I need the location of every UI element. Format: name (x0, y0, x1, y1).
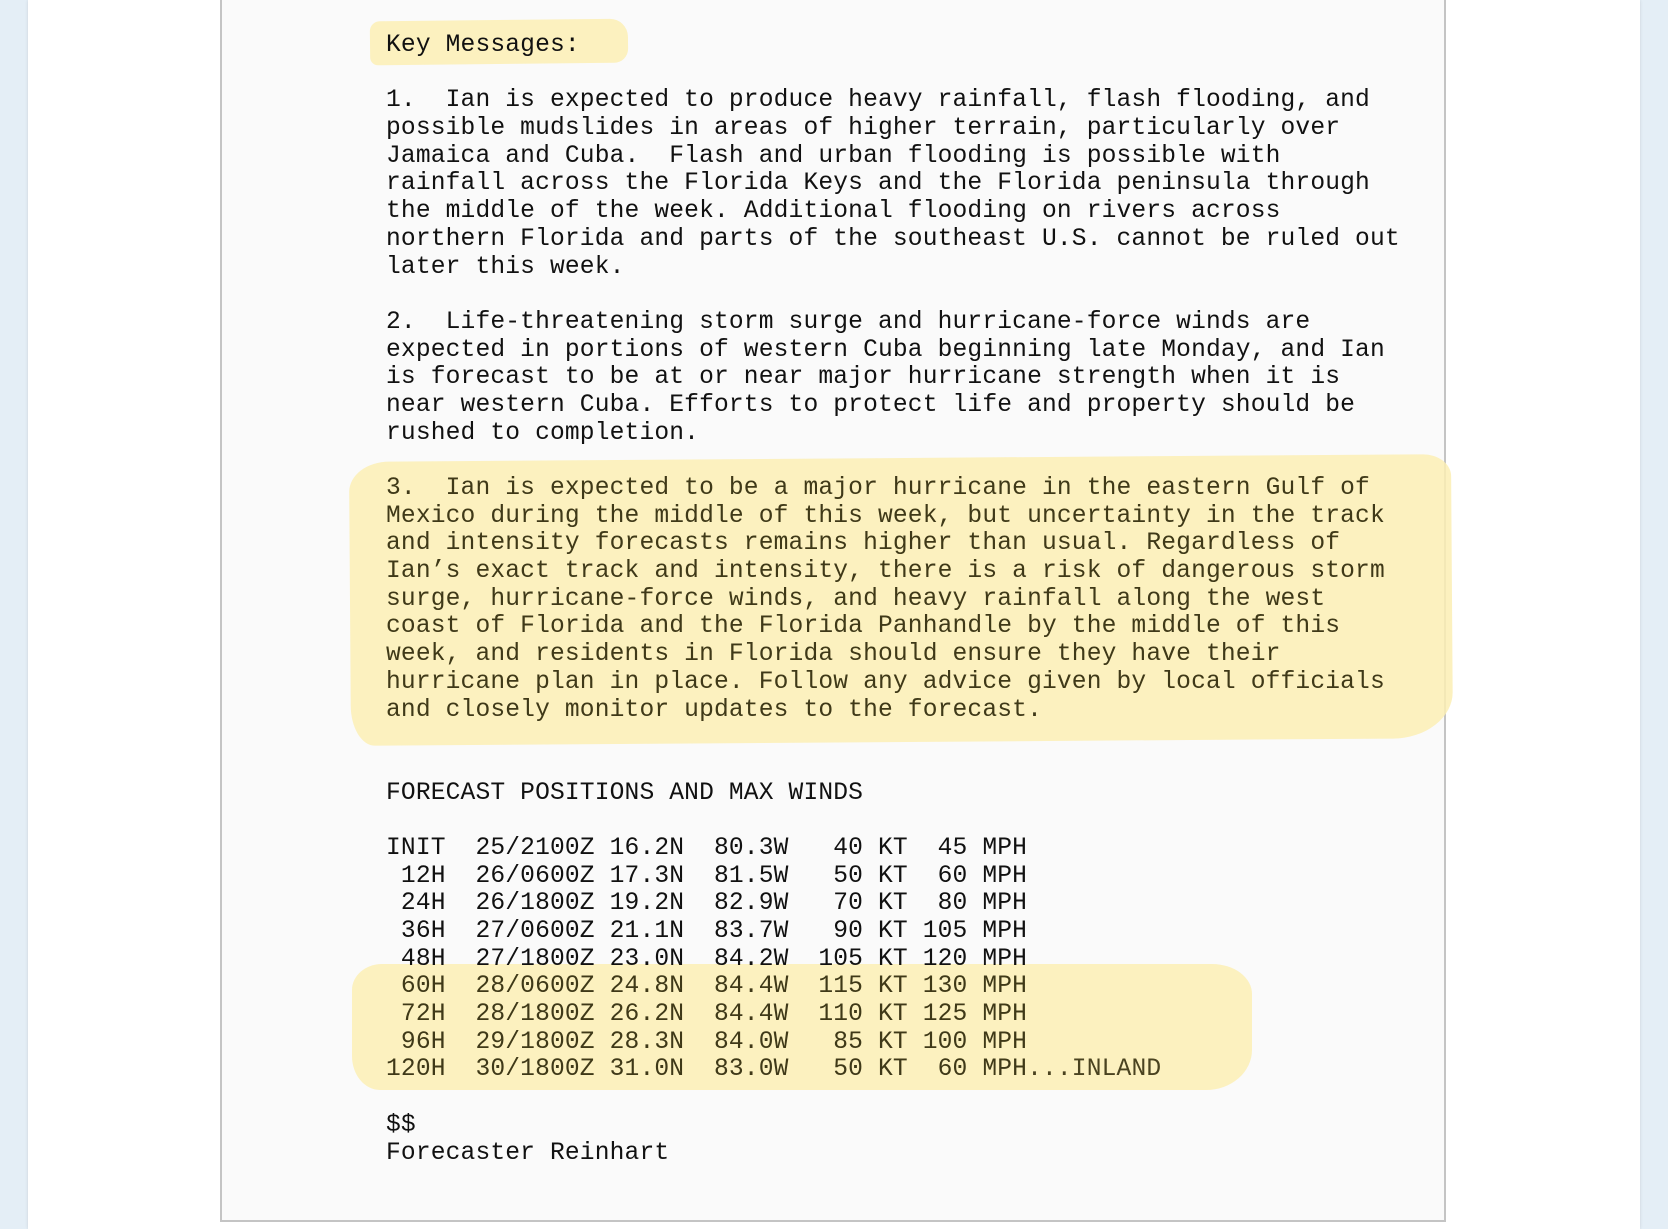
key-message-1 (386, 87, 1466, 281)
text-line: rushed to completion. (386, 419, 700, 447)
text-line: is forecast to be at or near major hurricane strength when it is (386, 364, 1341, 392)
forecast-row: 12H 26/0600Z 17.3N 81.5W 50 KT 60 MPH (386, 862, 1028, 890)
forecast-row-text: 120H 30/1800Z 31.0N 83.0W 50 KT 60 MPH (386, 1056, 1028, 1084)
forecast-row: INIT 25/2100Z 16.2N 80.3W 40 KT 45 MPH (386, 834, 1028, 862)
forecast-heading: FORECAST POSITIONS AND MAX WINDS (386, 779, 864, 807)
advisory-text (386, 32, 1466, 1167)
text-line: near western Cuba. Efforts to protect life and property should be (386, 391, 1356, 419)
text-line: week, and residents in Florida should ensure they have their (386, 641, 1281, 669)
key-message-3 (386, 475, 1466, 724)
text-line: possible mudslides in areas of higher terrain, particularly over (386, 115, 1341, 143)
key-messages-heading: Key Messages: (386, 32, 580, 59)
text-line: later this week. (386, 253, 625, 281)
text-line: coast of Florida and the Florida Panhandle by the middle of this (386, 613, 1341, 641)
text-line: Jamaica and Cuba. Flash and urban flooding is possible with (386, 142, 1281, 170)
text-line: and closely monitor updates to the forecast. (386, 696, 1042, 724)
forecast-table (386, 835, 1466, 1084)
text-line: Ian’s exact track and intensity, there is a risk of dangerous storm (386, 558, 1385, 586)
text-line: 3. Ian is expected to be a major hurricane in the eastern Gulf of (386, 475, 1370, 502)
text-line: the middle of the week. Additional flooding on rivers across (386, 198, 1281, 226)
forecast-row: 96H 29/1800Z 28.3N 84.0W 85 KT 100 MPH (386, 1028, 1028, 1056)
end-marker: $$ (386, 1111, 416, 1139)
text-line: 2. Life-threatening storm surge and hurricane-force winds are (386, 308, 1311, 336)
forecast-row-last (386, 1056, 1466, 1084)
forecast-row: 36H 27/0600Z 21.1N 83.7W 90 KT 105 MPH (386, 918, 1028, 946)
text-line: rainfall across the Florida Keys and the Florida peninsula through (386, 170, 1370, 198)
text-line: and intensity forecasts remains higher than usual. Regardless of (386, 530, 1341, 558)
inland-note: ...INLAND (1027, 1056, 1162, 1084)
text-line: hurricane plan in place. Follow any advice given by local officials (386, 668, 1385, 696)
document-page (220, 0, 1446, 1222)
text-line: Mexico during the middle of this week, but uncertainty in the track (386, 502, 1385, 530)
text-line: 1. Ian is expected to produce heavy rainfall, flash flooding, and (386, 87, 1370, 115)
text-line: surge, hurricane-force winds, and heavy rainfall along the west (386, 585, 1326, 613)
text-line: expected in portions of western Cuba beginning late Monday, and Ian (386, 336, 1385, 364)
forecast-row: 60H 28/0600Z 24.8N 84.4W 115 KT 130 MPH (386, 973, 1028, 1001)
text-line: northern Florida and parts of the southeast U.S. cannot be ruled out (386, 225, 1400, 253)
forecaster-signature: Forecaster Reinhart (386, 1139, 670, 1167)
key-message-2 (386, 309, 1466, 447)
forecast-row: 72H 28/1800Z 26.2N 84.4W 110 KT 125 MPH (386, 1001, 1028, 1029)
forecast-row: 48H 27/1800Z 23.0N 84.2W 105 KT 120 MPH (386, 945, 1028, 973)
forecast-row: 24H 26/1800Z 19.2N 82.9W 70 KT 80 MPH (386, 890, 1028, 918)
